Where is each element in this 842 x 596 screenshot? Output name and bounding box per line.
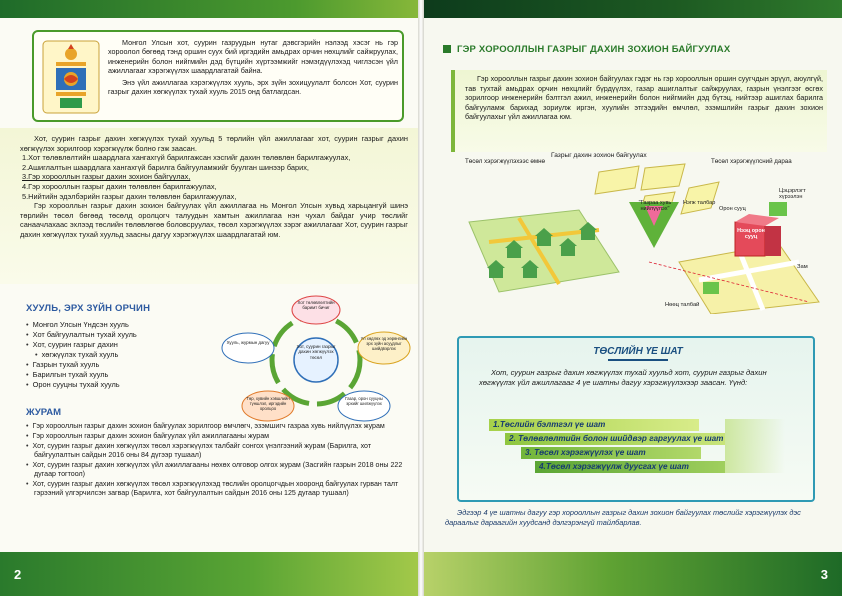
legal-env-list — [26, 320, 216, 390]
list-item: • Барилгын тухай хууль — [26, 370, 216, 380]
list-item: • Орон сууцны тухай хууль — [26, 380, 216, 390]
list-item: 5.Нийтийн эдэлбэрийн газрыг дахин төлөвлөн барилгажуулах, — [22, 191, 237, 201]
list-item: • Хот, суурин газрыг дахин — [26, 340, 216, 350]
diagram-label-funnel: "Газраа хувь нийлүүлэх" — [638, 200, 672, 213]
top-banner — [421, 0, 842, 18]
page-number: 2 — [14, 567, 22, 582]
page-title-text: ГЭР ХОРООЛЛЫН ГАЗРЫГ ДАХИН ЗОХИОН БАЙГУУЛАХ — [457, 44, 731, 55]
law-summary-text — [20, 134, 408, 240]
description-text — [465, 74, 823, 122]
list-item: 3.Гэр хорооллын газрыг дахин зохион байгуулах, — [22, 172, 191, 182]
stage-item: 2. Төлөвлөлтийн болон шийдвэр гаргуулах үе шат — [505, 433, 725, 445]
list-item: • Хот байгуулалтын тухай хууль — [26, 330, 216, 340]
stage-backdrop — [725, 419, 785, 473]
land-readjustment-diagram — [449, 152, 829, 314]
bottom-banner — [0, 552, 421, 596]
law-summary-paragraph: Хот, суурин газрыг дахин хөгжүүлэх тухай хуульд 5 төрлийн үйл ажиллагааг хот, суурин газрыг дахин хөгжүүлэх зорилгоор хэрэгжүүлж болно гэж заасан. — [20, 134, 408, 153]
list-item: • Гэр хорооллын газрыг дахин зохион байгуулах үйл ажиллагааны журам — [26, 432, 410, 441]
diagram-label-reserve-land: Нөөц талбай — [665, 302, 700, 308]
law-summary-section — [0, 128, 421, 284]
intro-paragraph: Энэ үйл ажиллагаа хэрэгжүүлэх хууль, эрх зүйн зохицуулалт болсон Хот, суурин газрыг дахин хөгжүүлэх тухай хууль 2015 онд батлагдсан. — [108, 77, 398, 97]
stage-item: 4.Төсөл хэрэгжүүлж дуусгах үе шат — [535, 461, 725, 473]
intro-text — [108, 38, 398, 98]
stages-title: ТӨСЛИЙН ҮЕ ШАТ — [459, 346, 817, 361]
diagram-label-road: Зам — [797, 264, 808, 270]
list-item: • Монгол Улсын Үндсэн хууль — [26, 320, 216, 330]
cycle-node-label: Үл хөдлөх эд хөрөнгийн эрх зүйн асуудлыг шийдвэрлэх — [360, 336, 408, 351]
regulations-list — [26, 422, 410, 499]
page-number: 3 — [820, 567, 828, 582]
list-item: 4.Гэр хорооллын газрыг дахин төлөвлөн барилгажуулах, — [22, 181, 217, 191]
regulations-heading: ЖУРАМ — [26, 407, 62, 418]
list-item: 1.Хот төлөвлөлтийн шаардлага хангахгүй барилгажсан хэсгийг дахин төлөвлөн барилгажуулах, — [22, 153, 351, 163]
project-stages-box — [457, 336, 815, 502]
description-box — [451, 70, 827, 152]
diagram-label-before: Төсөл хэрэгжүүлэхээс өмнө — [465, 158, 545, 165]
top-banner — [0, 0, 421, 18]
stage-item: 3. Төсөл хэрэгжүүлэх үе шат — [521, 447, 701, 459]
stage-item: 1.Төслийн бэлтгэл үе шат — [489, 419, 699, 431]
page-fold — [418, 0, 424, 596]
diagram-label-after: Төсөл хэрэгжүүлсний дараа — [711, 158, 792, 165]
description-paragraph: Гэр хорооллын газрыг дахин зохион байгуулах гэдэг нь гэр хорооллын оршин суугчдын эрүүл, аюулгүй, тав тухтай амьдрах орчин нөхцлийг бүрдүүлэх, газар ашиглалтыг сайжруулах, газрын үнэлгээг өсгөх зорилгоор инженерийн бэлтгэл ажил, инженерийн болон нийгмийн дэд бүтэц, нийтээр ашиглах барилга байгууламж барихад зориулж иргэн, хуулийн этгээдийн өмчлөл, эзэмшлийн газрыг дахин зохион байгуулахыг үйл ажиллагаа юм. — [465, 74, 823, 122]
stages-intro: Хот, суурин газрыг дахин хөгжүүлэх тухай хуульд хот, суурин газрыг дахин хөгжүүлэх үйл ажиллагааг 4 үе шатны дагуу хэрэгжүүлэхээр заасан. Үүнд: — [479, 368, 767, 387]
intro-box — [32, 30, 404, 122]
cycle-node-label: Хууль, журмын дагуу — [226, 340, 270, 345]
legal-cycle-diagram — [218, 292, 414, 424]
list-item: • Хот, суурин газрыг дахин хөгжүүлэх төсөл хэрэгжүүлэхэд төслийн оролцогчдын хооронд байгуулах гурван талт гэрээний үлгэрчилсэн загвар (Барилга, хот байгуулалтын сайдын 2016 оны 125 дугаар тушаал) — [26, 480, 410, 498]
closing-text: Эдгээр 4 үе шатны дагуу гэр хорооллын газрыг дахин зохион байгуулах төслийг хэрэгжүүлэх дэс дараалыг дараагийн хуудсанд дэлгэрэнгүй тайлбарлав. — [445, 508, 801, 527]
law-summary-paragraph: Гэр хорооллын газрыг дахин зохион байгуулах үйл ажиллагаа нь Монгол Улсын хувьд харьцангуй шинэ төрлийн төсөл бөгөөд төсөлд оролцогч талуудын хамтын ажиллагаа нэн чухал байдаг учир төслийг санаачлахаас эхлээд төслийн төлөвлөгөө боловсруулах, төсөл хэрэгжүүлэх зэрэг ажиллагааг Хот, суурин газрыг дахин хөгжүүлэх тухай хуульд заасны дагуу хэрэгжүүлэх шаардлагатай юм. — [20, 201, 408, 239]
heading-square-icon — [443, 45, 451, 53]
cycle-node-label: Газар, орон сууцны эрхийг шилжүүлэх — [345, 396, 383, 406]
list-item: • Хот, суурин газрыг дахин хөгжүүлэх үйл ажиллагааны нөхөх олговор олгох журам (Засгийн газрын 2018 оны 222 дугаар тогтоол) — [26, 461, 410, 479]
diagram-label-parcel: Нэгж талбар — [683, 200, 716, 206]
cycle-node-label: Төр, хувийн хэвшлийн түншлэл, иргэдийн оролцоо — [246, 396, 290, 411]
state-emblem-icon — [42, 40, 100, 114]
legal-env-heading: ХУУЛЬ, ЭРХ ЗҮЙН ОРЧИН — [26, 303, 151, 314]
diagram-label-park: Цэцэрлэгт хүрээлэн — [779, 188, 806, 201]
activity-list — [20, 153, 408, 201]
diagram-label-reserve-housing: Нээц орон сууц — [737, 228, 765, 241]
list-item: • Гэр хорооллын газрыг дахин зохион байгуулах зорилгоор өмчлөгч, эзэмшигч газраа хувь нийлүүлэх журам — [26, 422, 410, 431]
cycle-center-label: Хот, суурин газрыг дахин хөгжүүлэх төсөл — [296, 344, 336, 360]
list-item: 2.Ашиглалтын шаардлага хангахгүй барилга байгууламжийг буулган шинээр барих, — [22, 162, 309, 172]
bottom-banner — [421, 552, 842, 596]
list-item: • Газрын тухай хууль — [26, 360, 216, 370]
list-item: • хөгжүүлэх тухай хууль — [26, 350, 216, 360]
list-item: • Хот, суурин газрыг дахин хөгжүүлэх төсөл хэрэгжүүлэх талбайг сонгох үнэлгээний журам (Барилга, хот байгуулалтын сайдын 2016 оны 84 дүгээр тушаал) — [26, 442, 410, 460]
diagram-title: Газрыг дахин зохион байгуулах — [551, 152, 647, 159]
intro-paragraph: Монгол Улсын хот, суурин газруудын нутаг дэвсгэрийн нэлээд хэсэг нь гэр хороолол бөгөөд тэнд оршин суух бий иргэдийн амьдрах орчин нөхцлийг сайжруулах, инженерийн болон нийгмийн дэд бүтцийн хүртээмжийг нэмэгдүүлэхэд чиглэсэн үйл ажиллагааг хэрэгжүүлэх шаардлагатай байна. — [108, 38, 398, 76]
diagram-label-apartment: Орон сууц — [719, 206, 746, 212]
right-page — [421, 0, 842, 596]
page-title — [443, 44, 730, 55]
cycle-node-label: Хот төлөвлөлтийн баримт бичиг — [297, 300, 335, 311]
